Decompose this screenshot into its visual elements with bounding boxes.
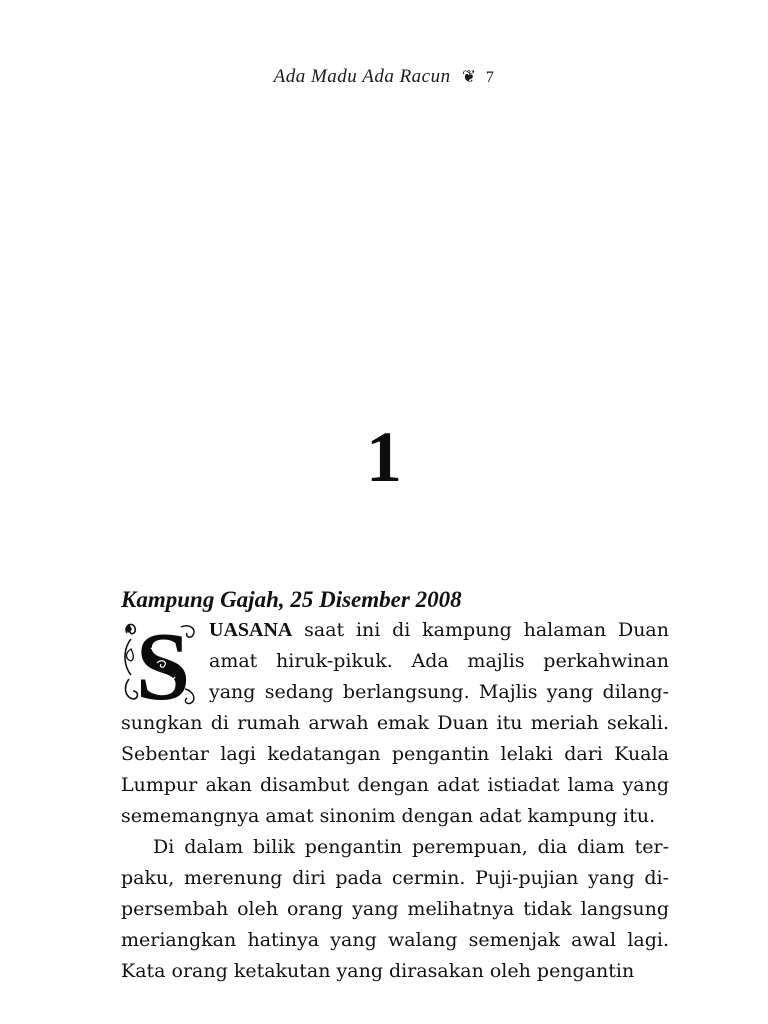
fleuron-icon: ❦ <box>461 67 477 86</box>
drop-cap-icon <box>121 619 199 705</box>
paragraph-first-text: saat ini di kampung halaman Duan amat hiruk-pikuk. Ada majlis perkahwinan yang sedang berlangsung. Majlis yang dilangsungkan di rumah arwah emak Duan itu meriah sekali. Sebentar lagi kedatangan pengantin lelaki dari Kuala Lumpur akan disambut dengan adat istiadat lama yang sememangnya amat sinonim dengan adat kampung itu. <box>121 619 669 827</box>
running-header <box>0 66 768 88</box>
drop-cap-letter: S <box>135 619 191 705</box>
page-number: 7 <box>485 69 495 86</box>
ornamental-vine-icon <box>121 619 199 705</box>
book-title: Ada Madu Ada Racun <box>273 66 451 87</box>
scene-heading: Kampung Gajah, 25 Disember 2008 <box>121 587 462 612</box>
paragraph-second: Di dalam bilik pengantin perempuan, dia diam terpaku, merenung diri pada cermin. Puji-pujian yang dipersembah oleh orang yang melihatnya tidak langsung meriangkan hatinya yang walang semenjak awal lagi. Kata orang ketakutan yang dirasakan oleh pengantin <box>121 836 669 982</box>
chapter-number: 1 <box>366 417 402 497</box>
paragraph-first <box>121 615 669 832</box>
lead-word: UASANA <box>209 619 293 641</box>
body-text <box>121 584 669 987</box>
